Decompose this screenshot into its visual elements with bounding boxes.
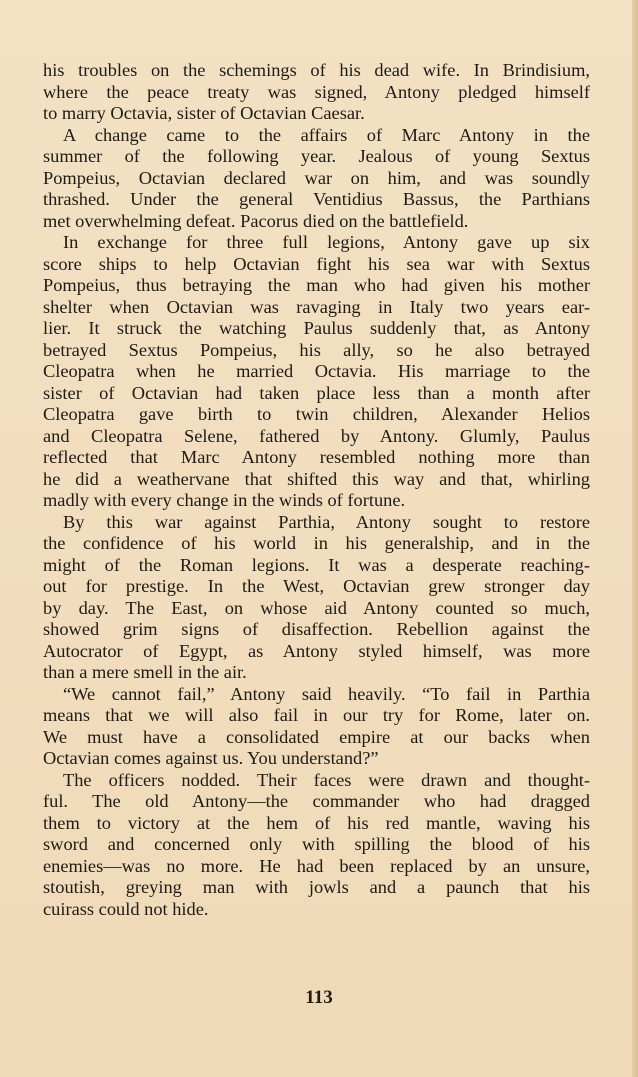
text-line: Octavian comes against us. You understand?”: [43, 748, 379, 768]
text-line: cuirass could not hide.: [43, 898, 209, 919]
text-line: means that we will also fail in our try for Rome, later on.: [43, 705, 590, 725]
page-edge: [632, 0, 638, 1077]
text-line: to marry Octavia, sister of Octavian Caesar.: [43, 103, 365, 123]
text-line: Pompeius, thus betraying the man who had given his mother: [43, 275, 590, 295]
text-line: stoutish, greying man with jowls and a paunch that his: [43, 877, 590, 897]
text-line: he did a weathervane that shifted this way and that, whirling: [43, 468, 590, 489]
text-line: shelter when Octavian was ravaging in Italy two years ear-: [43, 296, 590, 317]
text-line: By this war against Parthia, Antony sought to restore: [63, 511, 590, 532]
text-line: might of the Roman legions. It was a desperate reaching-: [43, 554, 590, 575]
text-line: summer of the following year. Jealous of young Sextus: [43, 146, 590, 166]
text-line: Cleopatra gave birth to twin children, Alexander Helios: [43, 404, 590, 424]
text-line: them to victory at the hem of his red mantle, waving his: [43, 812, 590, 833]
text-line: ful. The old Antony—the commander who had dragged: [43, 791, 590, 811]
text-line: lier. It struck the watching Paulus suddenly that, as Antony: [43, 318, 590, 338]
text-line: showed grim signs of disaffection. Rebellion against the: [43, 619, 590, 639]
text-line: reflected that Marc Antony resembled nothing more than: [43, 447, 590, 467]
text-line: sister of Octavian had taken place less than a month after: [43, 382, 590, 403]
text-line: In exchange for three full legions, Antony gave up six: [63, 232, 590, 252]
body-text: [43, 60, 590, 920]
text-line: Pompeius, Octavian declared war on him, and was soundly: [43, 167, 590, 188]
text-line: by day. The East, on whose aid Antony counted so much,: [43, 597, 590, 618]
text-line: met overwhelming defeat. Pacorus died on the battlefield.: [43, 210, 469, 231]
text-line: than a mere smell in the air.: [43, 662, 247, 682]
text-line: out for prestige. In the West, Octavian grew stronger day: [43, 576, 590, 596]
text-line: A change came to the affairs of Marc Antony in the: [63, 124, 590, 145]
text-line: and Cleopatra Selene, fathered by Antony. Glumly, Paulus: [43, 425, 590, 446]
text-line: The officers nodded. Their faces were drawn and thought-: [63, 769, 590, 790]
text-line: thrashed. Under the general Ventidius Bassus, the Parthians: [43, 189, 590, 209]
text-line: the confidence of his world in his generalship, and in the: [43, 533, 590, 553]
text-line: where the peace treaty was signed, Antony pledged himself: [43, 81, 590, 102]
text-line: We must have a consolidated empire at our backs when: [43, 726, 590, 747]
text-line: madly with every change in the winds of fortune.: [43, 490, 406, 510]
text-line: enemies—was no more. He had been replaced by an unsure,: [43, 855, 590, 876]
text-line: betrayed Sextus Pompeius, his ally, so he also betrayed: [43, 339, 590, 360]
text-line: score ships to help Octavian fight his sea war with Sextus: [43, 253, 590, 274]
page-number: 113: [305, 987, 333, 1008]
text-line: Cleopatra when he married Octavia. His marriage to the: [43, 361, 590, 381]
text-line: Autocrator of Egypt, as Antony styled himself, was more: [43, 640, 590, 661]
text-line: sword and concerned only with spilling the blood of his: [43, 834, 590, 854]
text-line: his troubles on the schemings of his dead wife. In Brindisium,: [43, 60, 590, 80]
text-line: “We cannot fail,” Antony said heavily. “To fail in Parthia: [63, 683, 590, 704]
